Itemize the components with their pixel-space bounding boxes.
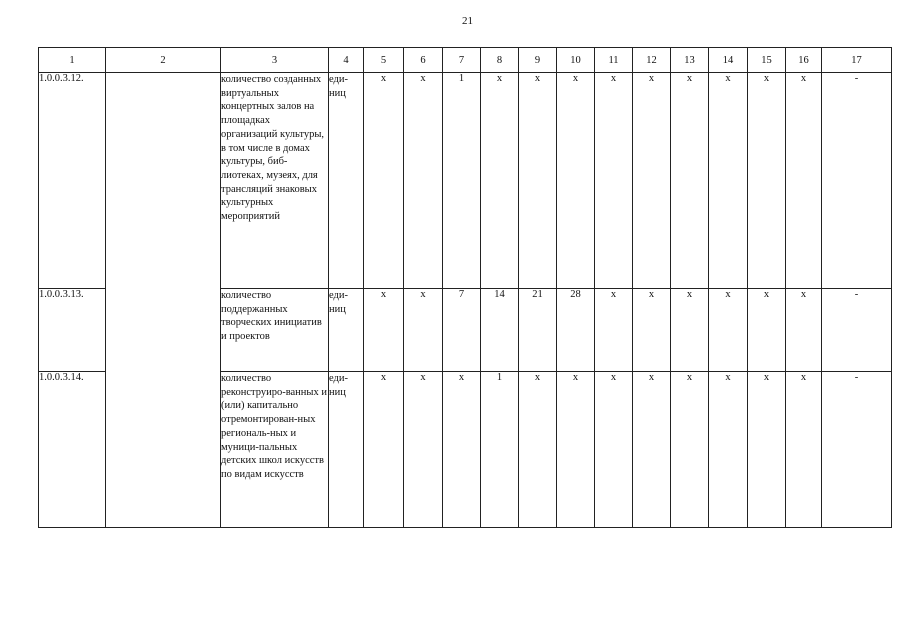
value-cell: 1 [443,73,481,289]
value-cell: x [786,73,822,289]
column-header: 5 [364,48,404,73]
value-cell: - [822,289,892,372]
indicator-name: количество поддержанных творческих инициатив и проектов [221,289,329,372]
value-cell: x [748,73,786,289]
row-code: 1.0.0.3.14. [39,372,106,528]
column-header: 1 [39,48,106,73]
unit-cell: еди-ниц [329,372,364,528]
unit-cell: еди-ниц [329,73,364,289]
column-header: 9 [519,48,557,73]
column-header: 15 [748,48,786,73]
row-code: 1.0.0.3.13. [39,289,106,372]
column-header: 16 [786,48,822,73]
value-cell: x [633,289,671,372]
value-cell: 21 [519,289,557,372]
column-header: 11 [595,48,633,73]
column-header: 4 [329,48,364,73]
value-cell: x [404,73,443,289]
indicator-name: количество реконструиро-ванных и (или) капитально отремонтирован-ных региональ-ных и муници-пальных детских школ искусств по видам искусств [221,372,329,528]
indicator-name: количество созданных виртуальных концертных залов на площадках организаций культуры, в том числе в домах культуры, биб-лиотеках, музеях, для трансляций знаковых культурных мероприятий [221,73,329,289]
column-header: 12 [633,48,671,73]
value-cell: - [822,372,892,528]
value-cell: x [671,372,709,528]
value-cell: x [443,372,481,528]
value-cell: x [481,73,519,289]
value-cell: x [671,73,709,289]
value-cell: x [519,372,557,528]
value-cell: x [364,289,404,372]
value-cell: x [364,73,404,289]
column-header: 2 [106,48,221,73]
value-cell: 28 [557,289,595,372]
value-cell: x [671,289,709,372]
column-header: 13 [671,48,709,73]
column-header: 10 [557,48,595,73]
value-cell: x [404,289,443,372]
indicator-table [38,47,892,528]
value-cell: x [557,73,595,289]
value-cell: x [595,372,633,528]
value-cell: x [748,289,786,372]
value-cell: x [709,289,748,372]
value-cell: x [709,73,748,289]
column-header: 17 [822,48,892,73]
value-cell: x [633,73,671,289]
table-row [39,73,892,289]
value-cell: x [633,372,671,528]
column-header: 14 [709,48,748,73]
value-cell: x [595,289,633,372]
value-cell: x [786,372,822,528]
value-cell: x [709,372,748,528]
value-cell: 1 [481,372,519,528]
value-cell: x [519,73,557,289]
value-cell: x [595,73,633,289]
column-header: 6 [404,48,443,73]
value-cell: 7 [443,289,481,372]
row-code: 1.0.0.3.12. [39,73,106,289]
value-cell: 14 [481,289,519,372]
column-2-cell [106,73,221,528]
unit-cell: еди-ниц [329,289,364,372]
column-header: 7 [443,48,481,73]
value-cell: x [748,372,786,528]
value-cell: - [822,73,892,289]
page-number: 21 [462,15,473,27]
value-cell: x [364,372,404,528]
column-header: 3 [221,48,329,73]
value-cell: x [404,372,443,528]
header-row [39,48,892,73]
value-cell: x [786,289,822,372]
value-cell: x [557,372,595,528]
column-header: 8 [481,48,519,73]
